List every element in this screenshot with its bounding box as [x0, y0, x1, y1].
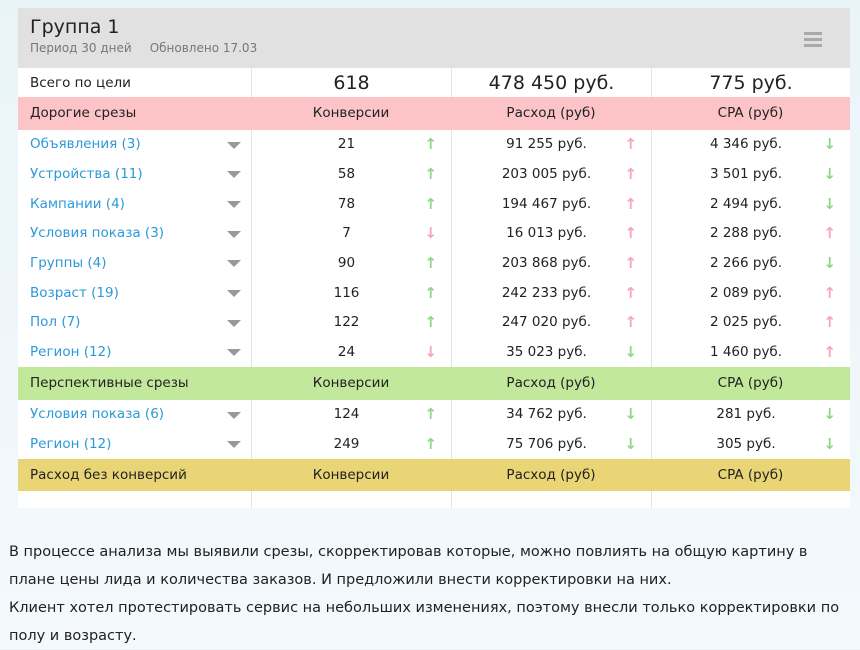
section-header [18, 97, 850, 130]
arrow-up-icon: ↑ [624, 254, 637, 273]
cell-value: 90 [337, 255, 356, 272]
cell-value: 16 013 руб. [506, 225, 587, 242]
slice-link[interactable]: Пол (7) [30, 314, 81, 331]
cell-value: 7 [342, 225, 351, 242]
column-header: CPA (руб) [717, 105, 784, 122]
cell-value: 194 467 руб. [501, 195, 592, 212]
updated-label: Обновлено 17.03 [149, 41, 258, 55]
dropdown-triangle-icon[interactable] [227, 260, 241, 267]
report-card [18, 8, 850, 508]
arrow-down-icon: ↓ [823, 165, 836, 184]
column-header: CPA (руб) [717, 375, 784, 392]
cell-value: 242 233 руб. [501, 284, 592, 301]
cell-value: 21 [337, 136, 356, 153]
arrow-down-icon: ↓ [624, 435, 637, 454]
dropdown-triangle-icon[interactable] [227, 320, 241, 327]
arrow-up-icon: ↑ [424, 283, 437, 302]
slice-link[interactable]: Возраст (19) [30, 284, 119, 301]
total-row [18, 68, 850, 97]
column-header: Расход (руб) [506, 105, 596, 122]
arrow-up-icon: ↑ [424, 435, 437, 454]
article-text [9, 538, 854, 650]
cell-value: 3 501 руб. [709, 166, 783, 183]
table-row [18, 278, 850, 308]
arrow-up-icon: ↑ [424, 194, 437, 213]
table-row [18, 248, 850, 278]
arrow-up-icon: ↑ [624, 165, 637, 184]
slice-link[interactable]: Группы (4) [30, 255, 107, 272]
cell-value: 281 руб. [716, 406, 776, 423]
table-row [18, 337, 850, 367]
arrow-up-icon: ↑ [624, 224, 637, 243]
arrow-up-icon: ↑ [624, 135, 637, 154]
cell-value: 1 460 руб. [709, 344, 783, 361]
arrow-down-icon: ↓ [823, 135, 836, 154]
arrow-down-icon: ↓ [424, 343, 437, 362]
arrow-up-icon: ↑ [424, 254, 437, 273]
column-header: Конверсии [312, 375, 390, 392]
paragraph: В процессе анализа мы выявили срезы, скорректировав которые, можно повлиять на общую картину в плане цены лида и количества заказов. И предложили внести корректировки на них. [9, 544, 808, 588]
dropdown-triangle-icon[interactable] [227, 231, 241, 238]
arrow-up-icon: ↑ [424, 405, 437, 424]
dropdown-triangle-icon[interactable] [227, 142, 241, 149]
slice-link[interactable]: Кампании (4) [30, 195, 125, 212]
arrow-up-icon: ↑ [823, 283, 836, 302]
cell-value: 124 [333, 406, 360, 423]
arrow-up-icon: ↑ [424, 313, 437, 332]
card-header [18, 8, 850, 68]
arrow-down-icon: ↓ [624, 405, 637, 424]
cell-value: 249 [333, 436, 360, 453]
table-row-cut-off [18, 491, 850, 508]
cell-value: 34 762 руб. [506, 406, 587, 423]
arrow-down-icon: ↓ [823, 405, 836, 424]
paragraph: Клиент хотел протестировать сервис на небольших изменениях, поэтому внесли только корректировки по полу и возрасту. [9, 600, 840, 644]
slice-link[interactable]: Условия показа (3) [30, 225, 165, 242]
dropdown-triangle-icon[interactable] [227, 201, 241, 208]
column-header: Расход (руб) [506, 467, 596, 484]
column-header: CPA (руб) [717, 467, 784, 484]
arrow-up-icon: ↑ [624, 313, 637, 332]
column-header: Расход (руб) [506, 375, 596, 392]
dropdown-triangle-icon[interactable] [227, 412, 241, 419]
arrow-up-icon: ↑ [624, 194, 637, 213]
cell-value: 24 [337, 344, 356, 361]
cell-value: 58 [337, 166, 356, 183]
arrow-down-icon: ↓ [424, 224, 437, 243]
section-title: Дорогие срезы [30, 105, 137, 122]
cell-value: 2 089 руб. [709, 284, 783, 301]
cell-value: 78 [337, 195, 356, 212]
table-row [18, 219, 850, 249]
arrow-down-icon: ↓ [823, 194, 836, 213]
total-cpa: 775 руб. [651, 68, 850, 97]
cell-value: 2 288 руб. [709, 225, 783, 242]
arrow-up-icon: ↑ [823, 313, 836, 332]
group-title: Группа 1 [30, 16, 120, 38]
total-label: Всего по цели [30, 74, 131, 91]
slice-link[interactable]: Условия показа (6) [30, 406, 165, 423]
dropdown-triangle-icon[interactable] [227, 171, 241, 178]
cell-value: 91 255 руб. [506, 136, 587, 153]
cell-value: 2 266 руб. [709, 255, 783, 272]
cell-value: 203 005 руб. [501, 166, 592, 183]
cell-value: 122 [333, 314, 360, 331]
arrow-up-icon: ↑ [424, 135, 437, 154]
cell-value: 75 706 руб. [506, 436, 587, 453]
period-label: Период 30 дней [30, 41, 132, 55]
table-row [18, 308, 850, 338]
arrow-up-icon: ↑ [624, 283, 637, 302]
section-header [18, 367, 850, 400]
table-row [18, 130, 850, 160]
section-title: Перспективные срезы [30, 375, 189, 392]
arrow-down-icon: ↓ [823, 435, 836, 454]
cell-value: 2 025 руб. [709, 314, 783, 331]
cell-value: 4 346 руб. [709, 136, 783, 153]
total-conversions: 618 [251, 68, 451, 97]
slice-link[interactable]: Регион (12) [30, 436, 112, 453]
slice-link[interactable]: Объявления (3) [30, 136, 141, 153]
section-header [18, 459, 850, 492]
column-header: Конверсии [312, 467, 390, 484]
total-spend: 478 450 руб. [451, 68, 651, 97]
column-header: Конверсии [312, 105, 390, 122]
cell-value: 116 [333, 284, 360, 301]
table-row [18, 159, 850, 189]
arrow-up-icon: ↑ [424, 165, 437, 184]
table-row [18, 429, 850, 459]
arrow-down-icon: ↓ [624, 343, 637, 362]
cell-value: 35 023 руб. [506, 344, 587, 361]
table-row [18, 189, 850, 219]
dropdown-triangle-icon[interactable] [227, 441, 241, 448]
dropdown-triangle-icon[interactable] [227, 290, 241, 297]
arrow-down-icon: ↓ [823, 254, 836, 273]
table-row [18, 400, 850, 430]
arrow-up-icon: ↑ [823, 224, 836, 243]
hamburger-icon[interactable] [804, 32, 822, 50]
section-title: Расход без конверсий [30, 467, 187, 484]
cell-value: 247 020 руб. [501, 314, 592, 331]
cell-value: 305 руб. [716, 436, 776, 453]
cell-value: 203 868 руб. [501, 255, 592, 272]
cell-value: 2 494 руб. [709, 195, 783, 212]
slice-link[interactable]: Устройства (11) [30, 166, 143, 183]
slice-link[interactable]: Регион (12) [30, 344, 112, 361]
arrow-up-icon: ↑ [823, 343, 836, 362]
dropdown-triangle-icon[interactable] [227, 349, 241, 356]
